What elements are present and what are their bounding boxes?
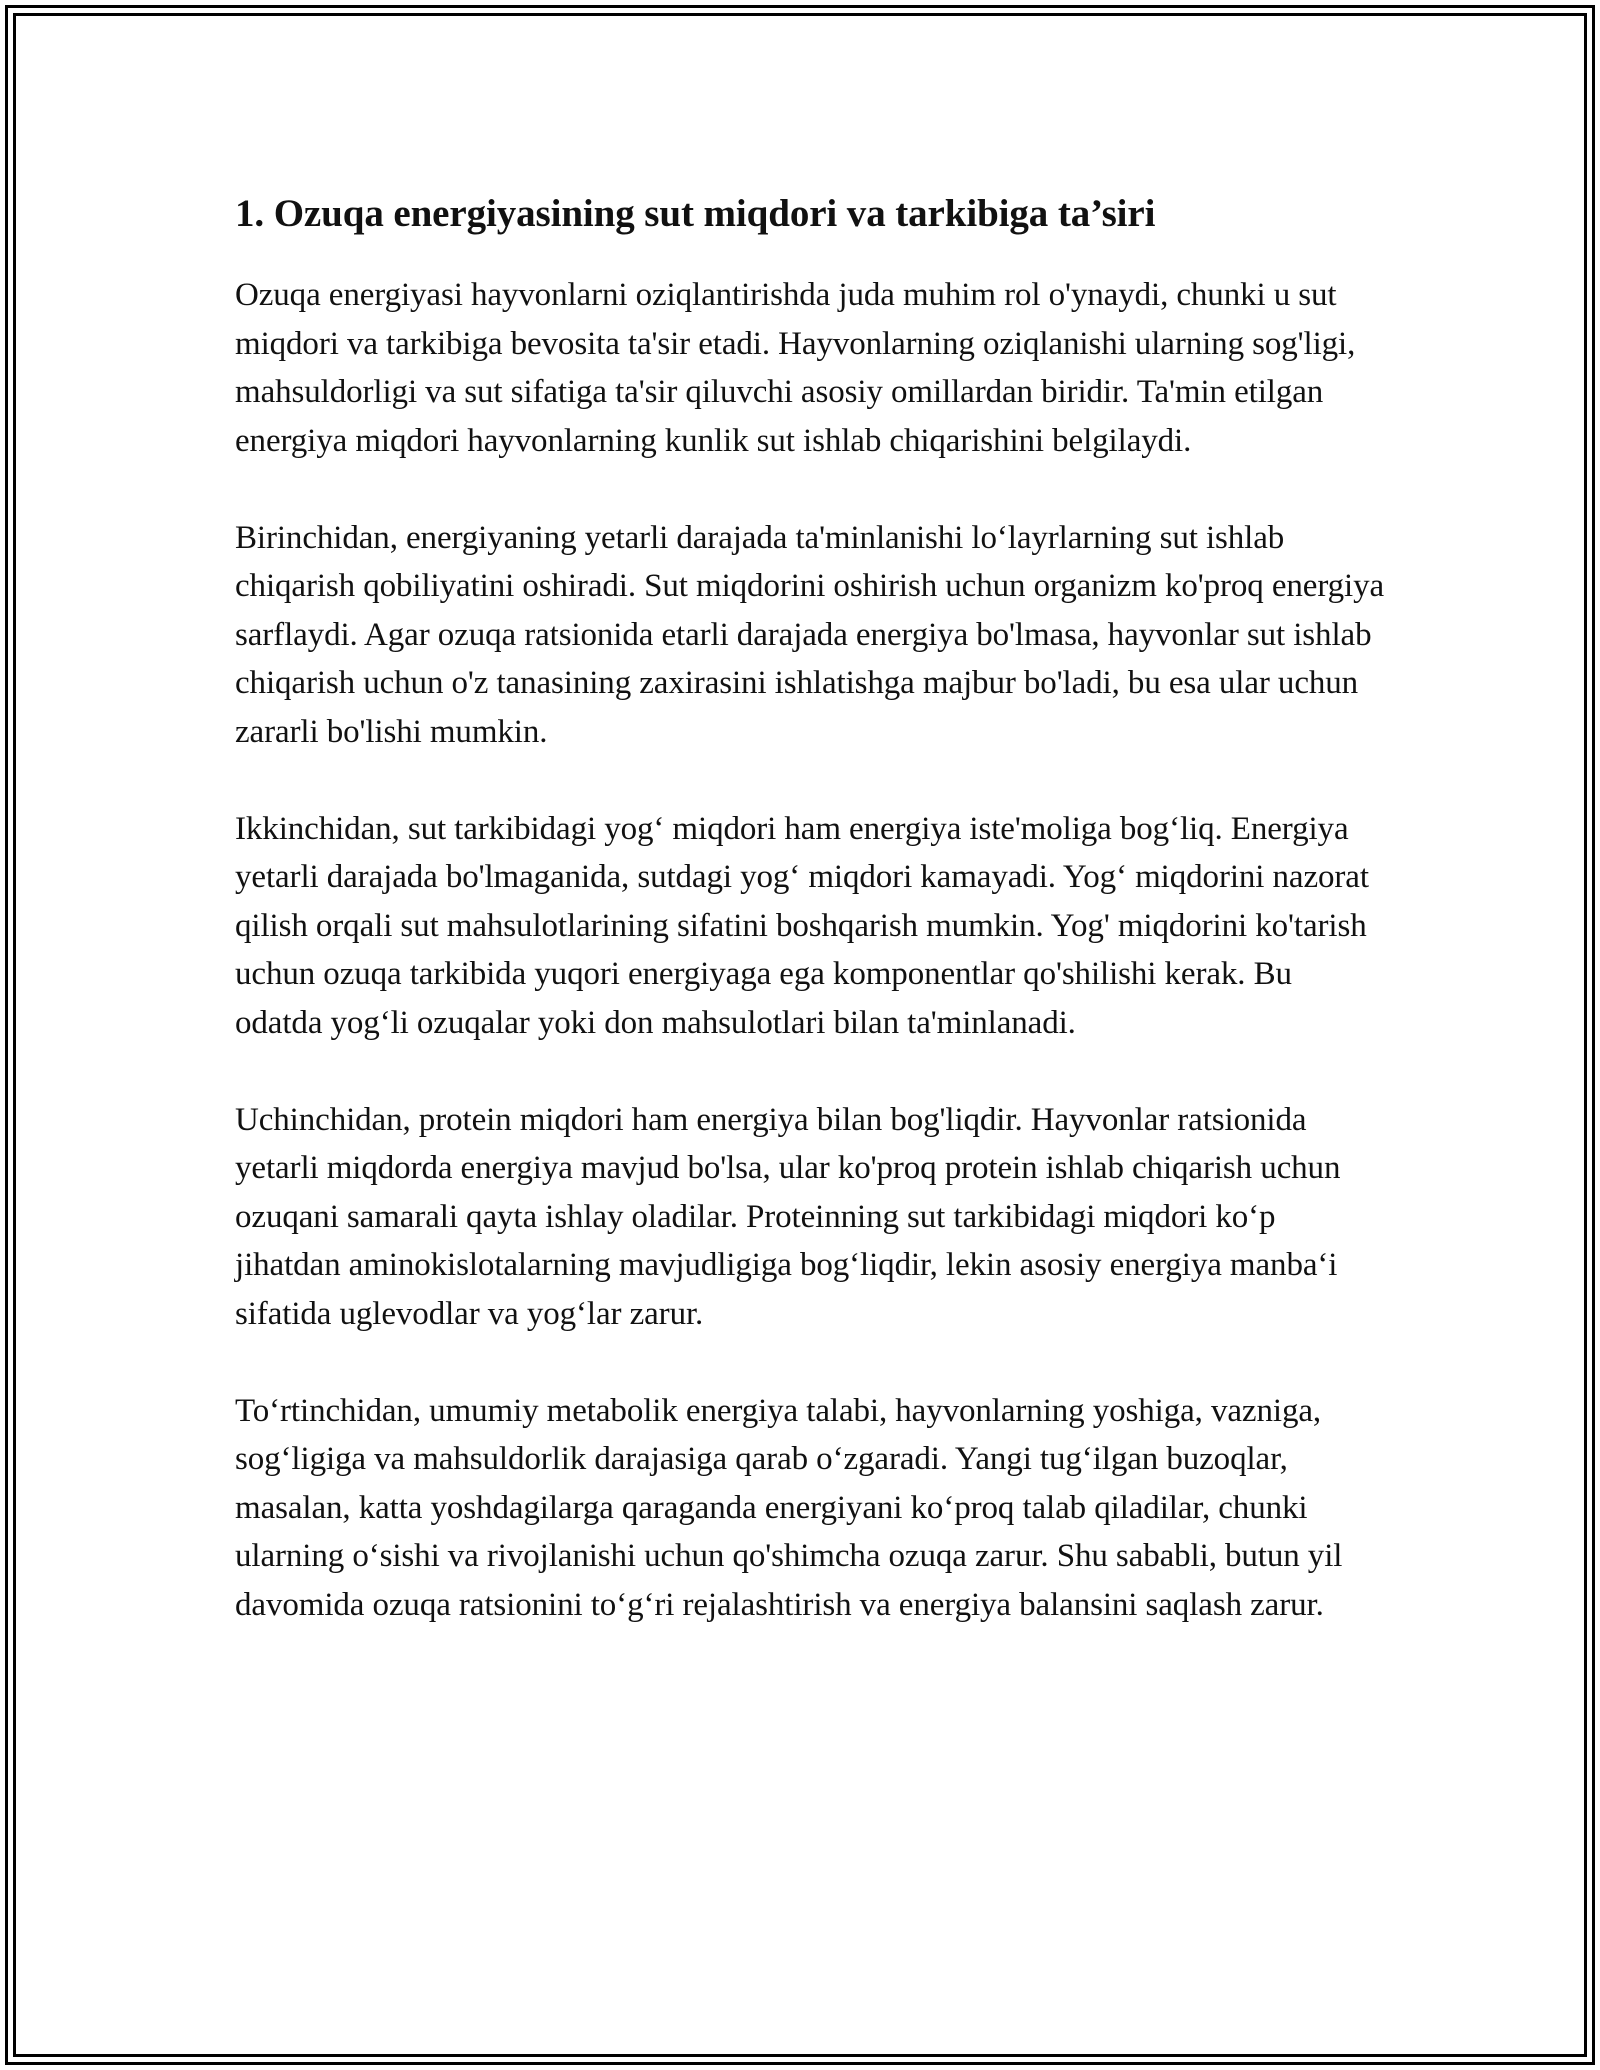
paragraph-intro: Ozuqa energiyasi hayvonlarni oziqlantirishda juda muhim rol o'ynaydi, chunki u sut miqdori va tarkibiga bevosita ta'sir etadi. Hayvonlarning oziqlanishi ularning sog'ligi, mahsuldorligi va sut sifatiga ta'sir qiluvchi asosiy omillardan biridir. Ta'min etilgan energiya miqdori hayvonlarning kunlik sut ishlab chiqarishini belgilaydi.	[235, 277, 1356, 459]
paragraph-third-point: Uchinchidan, protein miqdori ham energiya bilan bog'liqdir. Hayvonlar ratsionida yetarli miqdorda energiya mavjud bo'lsa, ular ko'proq protein ishlab chiqarish uchun ozuqani samarali qayta ishlay oladilar. Proteinning sut tarkibidagi miqdori ko‘p jihatdan aminokislotalarning mavjudligiga bog‘liqdir, lekin asosiy energiya manba‘i sifatida uglevodlar va yog‘lar zarur.	[235, 1101, 1341, 1332]
document-body	[235, 185, 1385, 1678]
section-heading: 1. Ozuqa energiyasining sut miqdori va tarkibiga ta’siri	[235, 192, 1156, 235]
paragraph-second-point: Ikkinchidan, sut tarkibidagi yog‘ miqdori ham energiya iste'moliga bog‘liq. Energiya yetarli darajada bo'lmaganida, sutdagi yog‘ miqdori kamayadi. Yog‘ miqdorini nazorat qilish orqali sut mahsulotlarining sifatini boshqarish mumkin. Yog' miqdorini ko'tarish uchun ozuqa tarkibida yuqori energiyaga ega komponentlar qo'shilishi kerak. Bu odatda yog‘li ozuqalar yoki don mahsulotlari bilan ta'minlanadi.	[235, 810, 1369, 1041]
paragraph-first-point: Birinchidan, energiyaning yetarli darajada ta'minlanishi lo‘layrlarning sut ishlab chiqarish qobiliyatini oshiradi. Sut miqdorini oshirish uchun organizm ko'proq energiya sarflaydi. Agar ozuqa ratsionida etarli darajada energiya bo'lmasa, hayvonlar sut ishlab chiqarish uchun o'z tanasining zaxirasini ishlatishga majbur bo'ladi, bu esa ular uchun zararli bo'lishi mumkin.	[235, 519, 1385, 750]
paragraph-fourth-point: To‘rtinchidan, umumiy metabolik energiya talabi, hayvonlarning yoshiga, vazniga, sog‘ligiga va mahsuldorlik darajasiga qarab o‘zgaradi. Yangi tug‘ilgan buzoqlar, masalan, katta yoshdagilarga qaraganda energiyani ko‘proq talab qiladilar, chunki ularning o‘sishi va rivojlanishi uchun qo'shimcha ozuqa zarur. Shu sababli, butun yil davomida ozuqa ratsionini to‘g‘ri rejalashtirish va energiya balansini saqlash zarur.	[235, 1392, 1343, 1623]
